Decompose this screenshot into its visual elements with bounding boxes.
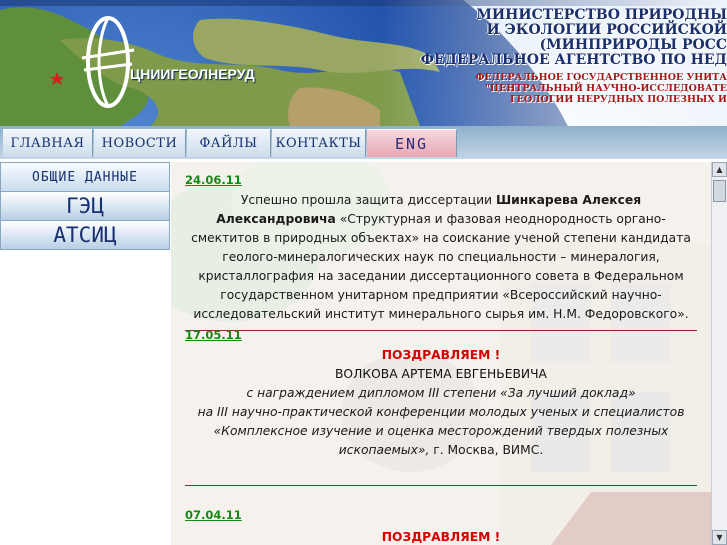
sidebar xyxy=(0,162,171,250)
news-congrats: ПОЗДРАВЛЯЕМ ! xyxy=(381,348,501,362)
news-intro: Успешно прошла защита диссертации xyxy=(240,193,496,207)
org-sub-line-1: ФЕДЕРАЛЬНОЕ ГОСУДАРСТВЕННОЕ УНИТА xyxy=(475,72,727,83)
nav-eng[interactable]: ENG xyxy=(367,129,457,157)
news-date-link[interactable]: 24.06.11 xyxy=(185,173,242,187)
news-divider xyxy=(185,485,697,486)
sidebar-item-general[interactable]: ОБЩИЕ ДАННЫЕ xyxy=(0,162,170,191)
nav-files[interactable]: ФАЙЛЫ xyxy=(187,129,271,157)
news-award-line-2: на III научно-практической конференции молодых ученых и специалистов xyxy=(197,405,685,419)
news-person-name: ВОЛКОВА АРТЕМА ЕВГЕНЬЕВИЧА xyxy=(335,367,547,381)
nav-contacts[interactable]: КОНТАКТЫ xyxy=(272,129,366,157)
news-congrats: ПОЗДРАВЛЯЕМ ! xyxy=(381,530,501,544)
vertical-scrollbar[interactable] xyxy=(711,162,727,545)
org-sub-line-3: ГЕОЛОГИИ НЕРУДНЫХ ПОЛЕЗНЫХ И xyxy=(510,94,727,105)
news-item xyxy=(185,506,697,545)
org-line-1: МИНИСТЕРСТВО ПРИРОДНЫ xyxy=(476,7,727,23)
news-award-line-1: с награждением дипломом III степени «За лучший доклад» xyxy=(246,386,636,400)
org-title xyxy=(421,8,727,105)
sidebar-item-atsic[interactable]: АТСИЦ xyxy=(0,220,170,250)
sidebar-item-gec[interactable]: ГЭЦ xyxy=(0,191,170,220)
news-date-link[interactable]: 07.04.11 xyxy=(185,508,242,522)
org-sub-line-2: "ЦЕНТРАЛЬНЫЙ НАУЧНО-ИССЛЕДОВАТЕ xyxy=(484,83,727,94)
news-award-tail: г. Москва, ВИМС. xyxy=(429,443,544,457)
scroll-thumb[interactable] xyxy=(713,180,726,202)
news-item xyxy=(185,326,697,486)
org-line-4: ФЕДЕРАЛЬНОЕ АГЕНТСТВО ПО НЕД xyxy=(420,52,727,68)
news-panel xyxy=(171,162,711,545)
nav-news[interactable]: НОВОСТИ xyxy=(94,129,186,157)
nav-home[interactable]: ГЛАВНАЯ xyxy=(3,129,93,157)
news-item xyxy=(185,171,697,331)
logo-text: ЦНИИГЕОЛНЕРУД xyxy=(130,66,255,82)
org-line-3: (МИНПРИРОДЫ РОСС xyxy=(539,37,727,53)
news-body: «Структурная и фазовая неоднородность органо-смектитов в природных объектах» на соискание ученой степени кандидата геолого-минералогических наук по специальности – минералогия, кристаллография на заседании диссертационного совета в Федеральном государственном унитарном предприятии «Всероссийский научно-исследовательский институт минерального сырья им. Н.М. Федоровского». xyxy=(191,212,691,321)
news-date-link[interactable]: 17.05.11 xyxy=(185,328,242,342)
news-award-line-3: «Комплексное изучение и оценка месторождений твердых полезных ископаемых», xyxy=(213,424,669,457)
org-line-2: И ЭКОЛОГИИ РОССИЙСКОЙ xyxy=(486,22,727,38)
main-nav xyxy=(0,126,727,159)
news-person-name: Шинкарева Алексея Александровича xyxy=(216,193,642,226)
scroll-down-icon[interactable]: ▼ xyxy=(712,530,727,545)
scroll-up-icon[interactable]: ▲ xyxy=(712,162,727,177)
header-banner xyxy=(0,0,727,126)
